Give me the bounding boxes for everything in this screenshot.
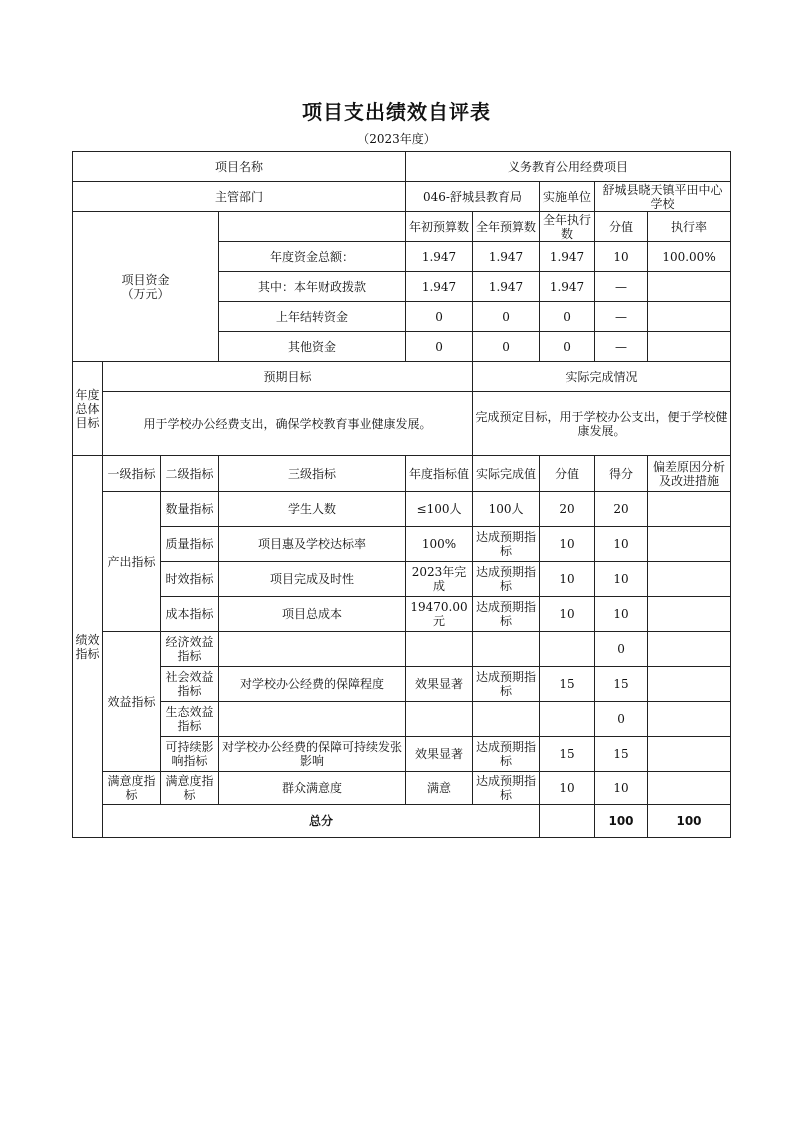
indicator-row	[73, 527, 731, 562]
indicator-level3: 项目完成及时性	[219, 562, 406, 597]
funds-cell: 1.947	[473, 242, 540, 272]
goals-actual-text: 完成预定目标，用于学校办公支出，便于学校健康发展。	[473, 392, 731, 456]
total-score: 100	[595, 805, 648, 838]
indicator-row	[73, 632, 731, 667]
indicator-level2: 数量指标	[161, 492, 219, 527]
funds-cell: 0	[406, 332, 473, 362]
page-title: 项目支出绩效自评表	[302, 100, 491, 124]
indicator-row	[73, 702, 731, 737]
indicator-target: 2023年完成	[406, 562, 473, 597]
goals-expected-header: 预期目标	[103, 362, 473, 392]
satisfaction-indicator-label: 满意度指标	[103, 772, 161, 805]
funds-cell	[648, 332, 731, 362]
indicator-score: 10	[540, 562, 595, 597]
goals-header-row	[73, 362, 731, 392]
funds-cell: 0	[540, 332, 595, 362]
indicator-score: 10	[540, 772, 595, 805]
indicator-level2: 满意度指标	[161, 772, 219, 805]
indicator-header: 二级指标	[161, 456, 219, 492]
indicator-target	[406, 632, 473, 667]
indicator-note	[648, 772, 731, 805]
funds-cell: —	[595, 272, 648, 302]
indicator-level3: 对学校办公经费的保障可持续发张影响	[219, 737, 406, 772]
funds-cell: 1.947	[406, 272, 473, 302]
funds-header-score-value: 分值	[595, 212, 648, 242]
funds-cell: 10	[595, 242, 648, 272]
indicator-actual: 达成预期指标	[473, 772, 540, 805]
indicator-score: 15	[540, 737, 595, 772]
indicator-score	[540, 702, 595, 737]
funds-label	[73, 212, 219, 362]
indicator-actual: 达成预期指标	[473, 562, 540, 597]
funds-cell: 1.947	[540, 242, 595, 272]
funds-cell: 0	[473, 302, 540, 332]
funds-header-annual-budget: 全年预算数	[473, 212, 540, 242]
indicator-level2: 生态效益指标	[161, 702, 219, 737]
funds-row-label: 年度资金总额：	[219, 242, 406, 272]
indicator-level3	[219, 702, 406, 737]
indicator-score: 15	[540, 667, 595, 702]
indicator-note	[648, 527, 731, 562]
indicator-level2: 经济效益指标	[161, 632, 219, 667]
indicator-header: 分值	[540, 456, 595, 492]
indicator-target	[406, 702, 473, 737]
funds-header-blank	[219, 212, 406, 242]
indicator-got: 10	[595, 772, 648, 805]
goals-label: 年度总体目标	[73, 362, 103, 456]
indicator-got: 15	[595, 737, 648, 772]
indicator-level2: 可持续影响指标	[161, 737, 219, 772]
evaluation-table	[72, 151, 731, 838]
indicator-row	[73, 737, 731, 772]
project-name-row	[73, 152, 731, 182]
indicator-target: 效果显著	[406, 737, 473, 772]
indicator-note	[648, 737, 731, 772]
indicator-target: 100%	[406, 527, 473, 562]
indicator-actual: 达成预期指标	[473, 737, 540, 772]
indicator-note	[648, 667, 731, 702]
indicator-level2: 成本指标	[161, 597, 219, 632]
benefit-indicator-label: 效益指标	[103, 632, 161, 772]
indicators-header-row	[73, 456, 731, 492]
project-name-label: 项目名称	[73, 152, 406, 182]
indicator-actual	[473, 702, 540, 737]
funds-row-label: 其中：本年财政拨款	[219, 272, 406, 302]
indicator-header: 得分	[595, 456, 648, 492]
funds-label-line2: （万元）	[121, 286, 170, 301]
indicators-label: 绩效指标	[73, 456, 103, 838]
implementing-unit-value: 舒城县晓天镇平田中心学校	[595, 182, 731, 212]
indicator-row	[73, 597, 731, 632]
indicator-level3: 项目惠及学校达标率	[219, 527, 406, 562]
indicator-note	[648, 702, 731, 737]
total-row	[73, 805, 731, 838]
funds-header-executed: 全年执行数	[540, 212, 595, 242]
indicator-header: 实际完成值	[473, 456, 540, 492]
funds-label-line1: 项目资金	[121, 272, 170, 287]
indicator-header: 三级指标	[219, 456, 406, 492]
indicator-level3: 项目总成本	[219, 597, 406, 632]
indicator-note	[648, 632, 731, 667]
page-subtitle: （2023年度）	[357, 132, 436, 146]
indicator-row	[73, 772, 731, 805]
goals-expected-text: 用于学校办公经费支出，确保学校教育事业健康发展。	[103, 392, 473, 456]
funds-header-initial-budget: 年初预算数	[406, 212, 473, 242]
funds-cell	[648, 302, 731, 332]
indicator-score: 10	[540, 597, 595, 632]
indicator-actual: 达成预期指标	[473, 667, 540, 702]
funds-cell: 1.947	[406, 242, 473, 272]
funds-cell	[648, 272, 731, 302]
indicator-row	[73, 492, 731, 527]
department-row	[73, 182, 731, 212]
indicator-level2: 质量指标	[161, 527, 219, 562]
indicator-actual: 100人	[473, 492, 540, 527]
indicator-level2: 社会效益指标	[161, 667, 219, 702]
funds-row-label: 其他资金	[219, 332, 406, 362]
implementing-unit-label: 实施单位	[540, 182, 595, 212]
department-value: 046-舒城县教育局	[406, 182, 540, 212]
indicator-got: 20	[595, 492, 648, 527]
funds-cell: —	[595, 302, 648, 332]
indicator-level3: 群众满意度	[219, 772, 406, 805]
project-name-value: 义务教育公用经费项目	[406, 152, 731, 182]
indicator-actual: 达成预期指标	[473, 527, 540, 562]
department-label: 主管部门	[73, 182, 406, 212]
funds-cell: 100.00%	[648, 242, 731, 272]
funds-cell: —	[595, 332, 648, 362]
indicator-actual	[473, 632, 540, 667]
indicator-level2: 时效指标	[161, 562, 219, 597]
indicator-actual: 达成预期指标	[473, 597, 540, 632]
funds-row-label: 上年结转资金	[219, 302, 406, 332]
indicator-got: 10	[595, 597, 648, 632]
indicator-header: 年度指标值	[406, 456, 473, 492]
indicator-target: 满意	[406, 772, 473, 805]
total-label: 总分	[103, 805, 540, 838]
indicator-score: 20	[540, 492, 595, 527]
indicator-got: 10	[595, 527, 648, 562]
total-got: 100	[648, 805, 731, 838]
total-actual	[540, 805, 595, 838]
funds-cell: 1.947	[540, 272, 595, 302]
indicator-level3	[219, 632, 406, 667]
indicator-note	[648, 562, 731, 597]
goals-content-row	[73, 392, 731, 456]
indicator-got: 0	[595, 702, 648, 737]
goals-actual-header: 实际完成情况	[473, 362, 731, 392]
funds-header-execution-rate: 执行率	[648, 212, 731, 242]
indicator-score: 10	[540, 527, 595, 562]
indicator-target: 19470.00元	[406, 597, 473, 632]
funds-header-row	[73, 212, 731, 242]
indicator-got: 0	[595, 632, 648, 667]
indicator-header: 偏差原因分析及改进措施	[648, 456, 731, 492]
indicator-level3: 学生人数	[219, 492, 406, 527]
indicator-header: 一级指标	[103, 456, 161, 492]
funds-cell: 0	[540, 302, 595, 332]
indicator-got: 10	[595, 562, 648, 597]
indicator-got: 15	[595, 667, 648, 702]
funds-cell: 0	[406, 302, 473, 332]
funds-cell: 0	[473, 332, 540, 362]
indicator-target: 效果显著	[406, 667, 473, 702]
output-indicator-label: 产出指标	[103, 492, 161, 632]
indicator-note	[648, 597, 731, 632]
indicator-row	[73, 667, 731, 702]
indicator-level3: 对学校办公经费的保障程度	[219, 667, 406, 702]
indicator-score	[540, 632, 595, 667]
funds-cell: 1.947	[473, 272, 540, 302]
indicator-row	[73, 562, 731, 597]
indicator-target: ≤100人	[406, 492, 473, 527]
indicator-note	[648, 492, 731, 527]
